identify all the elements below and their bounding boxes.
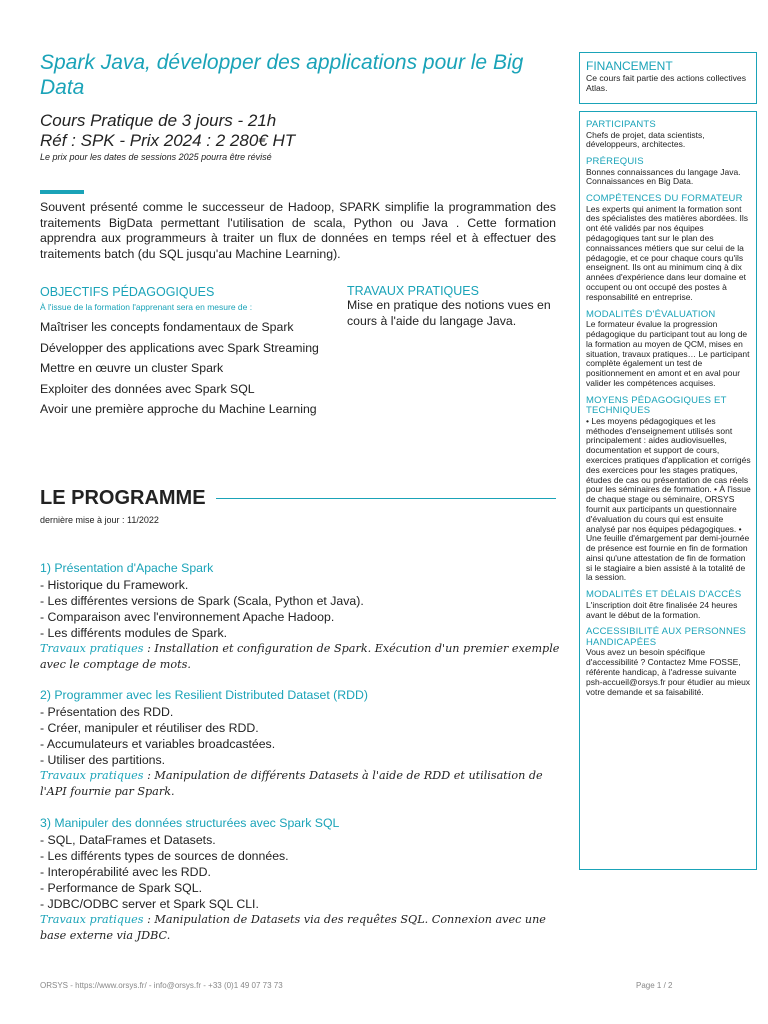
accent-bar [40, 190, 84, 194]
module-item: - Créer, manipuler et réutiliser des RDD. [40, 721, 259, 735]
course-reference-price: Réf : SPK - Prix 2024 : 2 280€ HT [40, 131, 296, 150]
module-title: 2) Programmer avec les Resilient Distributed Dataset (RDD) [40, 688, 369, 702]
objective-item: Développer des applications avec Spark Streaming [40, 340, 319, 355]
sidebar-section-title: MODALITÉS D'ÉVALUATION [586, 308, 716, 320]
sidebar-section-text: Les experts qui animent la formation sont des spécialistes des matières abordées. Ils ont été validés par nos équipes pédagogiques tant sur le plan des connaissances métiers que sur celui de la pédagogie, et ce pour chaque cours qu'ils enseignent. Ils ont au minimum cinq à dix années d'expérience dans leur domaine et occupent ou ont occupé des postes à responsabilité en entreprise. [586, 203, 749, 302]
sidebar-section-text: Vous avez un besoin spécifique d'accessibilité ? Contactez Mme FOSSE, référente handicap, à l'adresse suivante psh-accueil@orsys.fr pour étudier au mieux votre demande et sa faisabilité. [586, 647, 751, 697]
financing-box [579, 52, 757, 104]
course-duration: Cours Pratique de 3 jours - 21h [40, 111, 277, 130]
objective-item: Exploiter des données avec Spark SQL [40, 381, 255, 396]
module-practical-work [40, 641, 560, 673]
sidebar-section [586, 310, 751, 389]
sidebar-section-text: Le formateur évalue la progression pédagogique du participant tout au long de la formation au moyen de QCM, mises en situation, travaux pratiques… Le participant complète également un test de positionnement en amont et en aval pour valider les compétences acquises. [586, 319, 750, 388]
tp-text: : Installation et configuration de Spark. Exécution d'un premier exemple avec le comptage de mots. [40, 642, 560, 671]
program-divider [216, 498, 556, 499]
sidebar-section-text: Chefs de projet, data scientists, développeurs, architectes. [586, 129, 705, 150]
program-title: LE PROGRAMME [40, 487, 206, 509]
footer-contact: ORSYS - https://www.orsys.fr/ - info@orsys.fr - +33 (0)1 49 07 73 73 [40, 981, 283, 990]
module-item: - Les différentes versions de Spark (Scala, Python et Java). [40, 594, 364, 608]
practical-work-text: Mise en pratique des notions vues en cours à l'aide du langage Java. [347, 298, 551, 328]
sidebar-section-text: • Les moyens pédagogiques et les méthodes d'enseignement utilisés sont principalement : aides audiovisuelles, documentation et support de cours, exercices pratiques d'application et corrigés des exercices pour les stages pratiques, études de cas ou présentation de cas réels pour les séminaires de formation. • À l'issue de chaque stage ou séminaire, ORSYS fournit aux participants un questionnaire d'évaluation du cours qui est ensuite analysé par nos équipes pédagogiques. • Une feuille d'émargement par demi-journée de présence est fournie en fin de formation ainsi qu'une attestation de fin de formation si le stagiaire a bien assisté à la totalité de la session. [586, 415, 751, 583]
program-module [40, 560, 560, 673]
sidebar-section [586, 590, 751, 620]
sidebar-section [586, 396, 751, 584]
module-item: - Historique du Framework. [40, 578, 189, 592]
sidebar-section [586, 120, 751, 150]
sidebar-section [586, 627, 751, 697]
info-sidebar [579, 111, 757, 870]
module-title: 1) Présentation d'Apache Spark [40, 561, 214, 575]
sidebar-section-title: PRÉREQUIS [586, 156, 644, 168]
objectives-title: OBJECTIFS PÉDAGOGIQUES [40, 285, 215, 299]
sidebar-section-title: MODALITÉS ET DÉLAIS D'ACCÈS [586, 589, 742, 601]
sidebar-section-title: COMPÉTENCES DU FORMATEUR [586, 193, 743, 205]
module-item: - JDBC/ODBC server et Spark SQL CLI. [40, 897, 259, 911]
tp-label: Travaux pratiques [40, 769, 144, 782]
module-item: - Accumulateurs et variables broadcastées. [40, 737, 276, 751]
sidebar-section-text: Bonnes connaissances du langage Java. Connaissances en Big Data. [586, 166, 741, 187]
course-title: Spark Java, développer des applications pour le Big Data [40, 51, 524, 99]
module-item: - SQL, DataFrames et Datasets. [40, 833, 216, 847]
practical-work-title: TRAVAUX PRATIQUES [347, 284, 479, 298]
module-item: - Les différents modules de Spark. [40, 626, 228, 640]
financing-title: FINANCEMENT [586, 59, 673, 73]
tp-label: Travaux pratiques [40, 913, 144, 926]
course-subtitle [40, 111, 560, 151]
program-module [40, 687, 560, 800]
module-practical-work [40, 912, 560, 944]
module-item: - Les différents types de sources de données. [40, 849, 289, 863]
objectives-subtitle: À l'issue de la formation l'apprenant sera en mesure de : [40, 302, 253, 312]
intro-paragraph: Souvent présenté comme le successeur de Hadoop, SPARK simplifie la programmation des traitements BigData permettant l'utilisation de scala, Python ou Java . Cette formation apprendra aux programmeurs à traiter un flux de données en temps réel et à effectuer des traitements batch (du SQL jusqu'au Machine Learning). [40, 200, 556, 261]
module-item: - Utiliser des partitions. [40, 753, 166, 767]
sidebar-section-title: PARTICIPANTS [586, 119, 656, 130]
tp-text: : Manipulation de Datasets via des requêtes SQL. Connexion avec une base externe via JDBC. [40, 913, 546, 942]
footer-page-number: Page 1 / 2 [636, 981, 673, 990]
objective-item: Mettre en œuvre un cluster Spark [40, 361, 224, 375]
sidebar-section-title: ACCESSIBILITÉ AUX PERSONNES HANDICAPÉES [586, 626, 747, 648]
module-practical-work [40, 768, 560, 800]
objective-item: Avoir une première approche du Machine Learning [40, 402, 317, 416]
program-module [40, 815, 560, 944]
sidebar-section [586, 157, 751, 187]
sidebar-section-text: L'inscription doit être finalisée 24 heures avant le début de la formation. [586, 599, 738, 620]
objectives-list [40, 320, 320, 423]
sidebar-section [586, 194, 751, 302]
tp-label: Travaux pratiques [40, 642, 144, 655]
price-note: Le prix pour les dates de sessions 2025 pourra être révisé [40, 152, 272, 162]
module-item: - Présentation des RDD. [40, 705, 174, 719]
financing-text: Ce cours fait partie des actions collectives Atlas. [586, 73, 747, 93]
module-item: - Performance de Spark SQL. [40, 881, 202, 895]
module-item: - Comparaison avec l'environnement Apache Hadoop. [40, 610, 335, 624]
sidebar-section-title: MOYENS PÉDAGOGIQUES ET TECHNIQUES [586, 394, 727, 417]
objective-item: Maîtriser les concepts fondamentaux de Spark [40, 320, 294, 334]
module-title: 3) Manipuler des données structurées avec Spark SQL [40, 816, 340, 830]
module-item: - Interopérabilité avec les RDD. [40, 865, 211, 879]
program-updated: dernière mise à jour : 11/2022 [40, 515, 159, 525]
tp-text: : Manipulation de différents Datasets à l'aide de RDD et utilisation de l'API fournie par Spark. [40, 769, 543, 798]
